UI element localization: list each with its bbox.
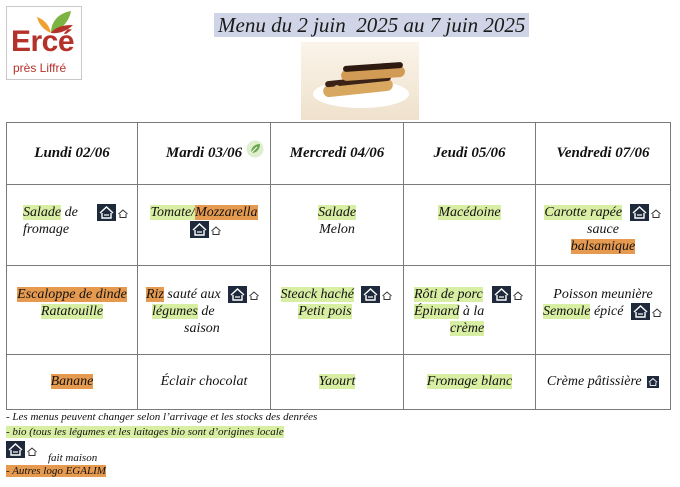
dish-bio: Tomate/: [150, 205, 196, 220]
dish-bio: Rôti de porc: [414, 287, 483, 302]
menu-cell: [138, 355, 271, 410]
town-logo: [6, 6, 82, 80]
desserts-row: [7, 355, 671, 410]
house-outline-icon: [381, 289, 393, 300]
note-egalim: - Autres logo EGALIM: [6, 465, 106, 477]
header-row: [7, 123, 671, 185]
starters-row: [7, 185, 671, 266]
house-pot-icon: [631, 303, 650, 320]
menu-cell: [271, 185, 404, 266]
day-label: Vendredi 07/06: [556, 145, 650, 161]
note-egalim-line: [6, 464, 106, 478]
day-label: Lundi 02/06: [34, 145, 110, 161]
dish-bio: Ratatouille: [40, 304, 104, 319]
menu-cell: [404, 185, 536, 266]
homemade-icon-pair: [228, 286, 260, 303]
dish-bio: Yaourt: [318, 374, 356, 389]
menu-cell: [7, 355, 138, 410]
dish-text: à la: [459, 304, 485, 320]
note-homemade: fait maison: [48, 452, 98, 464]
dish-text: de: [197, 304, 215, 320]
menu-cell: [404, 266, 536, 355]
page-title: Menu du 2 juin 2025 au 7 juin 2025: [214, 13, 529, 37]
homemade-icon-pair: [6, 440, 38, 458]
dish-bio: Petit pois: [298, 304, 352, 320]
menu-cell: [536, 266, 671, 355]
dish-text: fromage: [23, 222, 70, 238]
dish-egalim: balsamique: [570, 239, 636, 255]
dish-text: sauce: [587, 222, 619, 238]
dish-bio: Macédoine: [438, 205, 501, 220]
dish-bio: Salade: [317, 205, 357, 220]
logo-subtitle: près Liffré: [13, 61, 67, 75]
day-label: Mardi 03/06: [165, 145, 243, 161]
dish-text: Éclair chocolat: [160, 374, 248, 389]
dish-bio: Fromage blanc: [426, 374, 513, 389]
dish-bio: Semoule: [543, 304, 591, 319]
dish-bio: Salade: [23, 205, 62, 220]
dish-bio: Carotte rapée: [544, 205, 623, 220]
day-header: [404, 123, 536, 185]
dish-text: épicé: [590, 304, 624, 319]
menu-cell: [271, 355, 404, 410]
homemade-icon-pair: [190, 221, 222, 238]
day-header: [271, 123, 404, 185]
menu-cell: [138, 185, 271, 266]
dish-text: Crème pâtissière: [546, 374, 642, 389]
dish-bio: crème: [450, 321, 485, 337]
dish-egalim: Mozzarella: [195, 205, 258, 220]
day-label: Mercredi 04/06: [289, 145, 385, 161]
house-pot-icon: [361, 286, 380, 303]
house-pot-icon: [630, 204, 649, 221]
homemade-icon-pair: [631, 303, 663, 320]
menu-cell: [536, 355, 671, 410]
house-pot-icon: [492, 286, 511, 303]
dish-text: de: [61, 205, 78, 220]
dish-bio: légumes: [152, 304, 198, 320]
menu-table: [6, 122, 671, 410]
day-header: [536, 123, 671, 185]
house-pot-icon: [6, 441, 25, 458]
house-outline-icon: [650, 207, 662, 218]
leaf-badge-icon: [246, 140, 264, 158]
dish-egalim: Riz: [146, 287, 164, 302]
house-pot-icon: [190, 221, 209, 238]
dish-bio: Épinard: [414, 304, 460, 320]
menu-cell: [7, 266, 138, 355]
homemade-icon-pair: [630, 204, 662, 221]
note-bio: - bio (tous les légumes et les laitages bio sont d’origines locale: [6, 426, 284, 438]
dish-text: Poisson meunière: [553, 287, 653, 302]
house-outline-icon: [210, 224, 222, 235]
eclair-photo: [301, 42, 419, 120]
mains-row: [7, 266, 671, 355]
dish-egalim: Banane: [50, 374, 94, 389]
house-outline-icon: [26, 444, 38, 455]
homemade-icon-pair: [492, 286, 524, 303]
house-pot-icon: [97, 204, 116, 221]
house-pot-icon: [647, 376, 659, 388]
menu-cell: [536, 185, 671, 266]
homemade-legend: [6, 440, 38, 458]
dish-text: saison: [184, 321, 220, 337]
legend-notes: [6, 410, 666, 440]
menu-cell: [138, 266, 271, 355]
dish-text: Melon: [319, 222, 355, 237]
day-label: Jeudi 05/06: [433, 145, 506, 161]
logo-name: Ercé: [11, 25, 75, 58]
homemade-icon-pair: [361, 286, 393, 303]
dish-egalim: Escaloppe de dinde: [17, 287, 127, 302]
house-outline-icon: [248, 289, 260, 300]
house-outline-icon: [651, 306, 663, 317]
day-header: [7, 123, 138, 185]
menu-cell: [404, 355, 536, 410]
homemade-icon-pair: [97, 204, 129, 221]
house-outline-icon: [117, 207, 129, 218]
house-pot-icon: [228, 286, 247, 303]
note-changes: - Les menus peuvent changer selon l’arrivage et les stocks des denrées: [6, 411, 318, 423]
dish-text: sauté aux: [163, 287, 221, 302]
menu-cell: [7, 185, 138, 266]
dish-bio: Steack haché: [280, 287, 354, 302]
house-outline-icon: [512, 289, 524, 300]
day-header: [138, 123, 271, 185]
menu-cell: [271, 266, 404, 355]
